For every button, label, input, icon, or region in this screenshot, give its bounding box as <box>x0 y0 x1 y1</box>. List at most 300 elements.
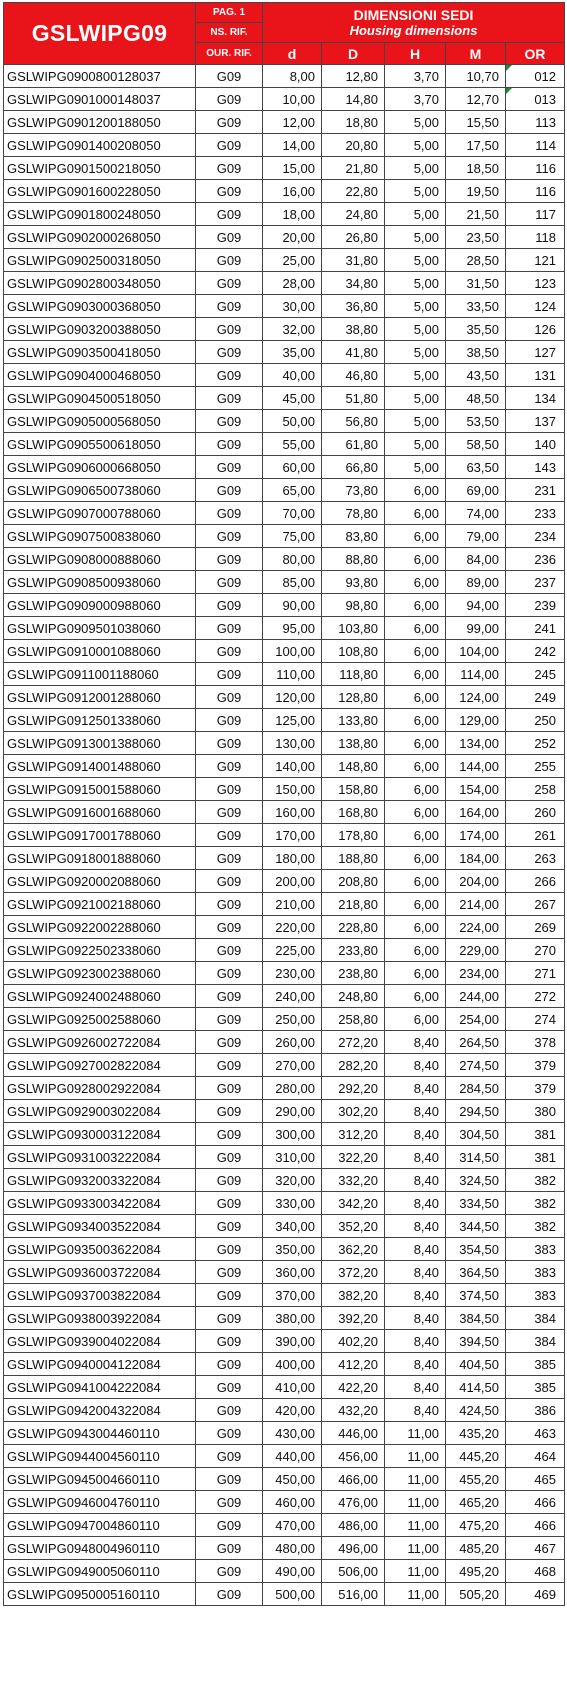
cell-H: 8,40 <box>385 1353 446 1376</box>
cell-H: 6,00 <box>385 548 446 571</box>
table-row <box>4 134 565 157</box>
cell-or: 127 <box>506 341 565 364</box>
cell-H: 5,00 <box>385 387 446 410</box>
table-row <box>4 456 565 479</box>
cell-D: 73,80 <box>322 479 385 502</box>
cell-or: 381 <box>506 1146 565 1169</box>
cell-H: 8,40 <box>385 1330 446 1353</box>
cell-d: 8,00 <box>263 65 322 88</box>
cell-code: GSLWIPG0912001288060 <box>4 686 196 709</box>
cell-D: 292,20 <box>322 1077 385 1100</box>
cell-H: 5,00 <box>385 180 446 203</box>
cell-ref: G09 <box>196 157 263 180</box>
cell-D: 158,80 <box>322 778 385 801</box>
cell-H: 8,40 <box>385 1307 446 1330</box>
cell-or: 140 <box>506 433 565 456</box>
cell-d: 35,00 <box>263 341 322 364</box>
cell-code: GSLWIPG0936003722084 <box>4 1261 196 1284</box>
cell-or: 116 <box>506 157 565 180</box>
cell-ref: G09 <box>196 88 263 111</box>
cell-D: 46,80 <box>322 364 385 387</box>
cell-M: 144,00 <box>446 755 506 778</box>
cell-ref: G09 <box>196 617 263 640</box>
cell-code: GSLWIPG0924002488060 <box>4 985 196 1008</box>
cell-d: 14,00 <box>263 134 322 157</box>
cell-or: 382 <box>506 1215 565 1238</box>
cell-or: 116 <box>506 180 565 203</box>
cell-H: 11,00 <box>385 1514 446 1537</box>
cell-M: 38,50 <box>446 341 506 364</box>
cell-or: 121 <box>506 249 565 272</box>
cell-M: 254,00 <box>446 1008 506 1031</box>
cell-or: 263 <box>506 847 565 870</box>
cell-D: 148,80 <box>322 755 385 778</box>
page-label: PAG. 1 <box>196 3 263 23</box>
cell-ref: G09 <box>196 318 263 341</box>
cell-code: GSLWIPG0931003222084 <box>4 1146 196 1169</box>
table-row <box>4 111 565 134</box>
cell-code: GSLWIPG0908000888060 <box>4 548 196 571</box>
cell-d: 85,00 <box>263 571 322 594</box>
cell-d: 65,00 <box>263 479 322 502</box>
cell-ref: G09 <box>196 387 263 410</box>
cell-or: 380 <box>506 1100 565 1123</box>
cell-d: 25,00 <box>263 249 322 272</box>
cell-H: 8,40 <box>385 1077 446 1100</box>
table-row <box>4 571 565 594</box>
cell-H: 8,40 <box>385 1215 446 1238</box>
table-row <box>4 272 565 295</box>
cell-or: 249 <box>506 686 565 709</box>
cell-or: 467 <box>506 1537 565 1560</box>
table-row <box>4 180 565 203</box>
table-row <box>4 295 565 318</box>
cell-code: GSLWIPG0937003822084 <box>4 1284 196 1307</box>
cell-code: GSLWIPG0923002388060 <box>4 962 196 985</box>
cell-D: 26,80 <box>322 226 385 249</box>
cell-code: GSLWIPG0910001088060 <box>4 640 196 663</box>
cell-ref: G09 <box>196 433 263 456</box>
cell-or: 231 <box>506 479 565 502</box>
cell-or: 465 <box>506 1468 565 1491</box>
cell-M: 334,50 <box>446 1192 506 1215</box>
table-row <box>4 1054 565 1077</box>
table-row <box>4 1238 565 1261</box>
table-row <box>4 1169 565 1192</box>
cell-d: 430,00 <box>263 1422 322 1445</box>
cell-d: 140,00 <box>263 755 322 778</box>
table-row <box>4 502 565 525</box>
cell-M: 394,50 <box>446 1330 506 1353</box>
cell-H: 8,40 <box>385 1238 446 1261</box>
cell-code: GSLWIPG0906000668050 <box>4 456 196 479</box>
cell-H: 6,00 <box>385 847 446 870</box>
cell-ref: G09 <box>196 1100 263 1123</box>
cell-or: 239 <box>506 594 565 617</box>
cell-M: 63,50 <box>446 456 506 479</box>
cell-code: GSLWIPG0915001588060 <box>4 778 196 801</box>
cell-code: GSLWIPG0903000368050 <box>4 295 196 318</box>
cell-ref: G09 <box>196 456 263 479</box>
cell-M: 17,50 <box>446 134 506 157</box>
cell-D: 218,80 <box>322 893 385 916</box>
cell-ref: G09 <box>196 1468 263 1491</box>
cell-M: 324,50 <box>446 1169 506 1192</box>
cell-or: 466 <box>506 1491 565 1514</box>
cell-d: 320,00 <box>263 1169 322 1192</box>
cell-M: 274,50 <box>446 1054 506 1077</box>
cell-D: 66,80 <box>322 456 385 479</box>
cell-ref: G09 <box>196 272 263 295</box>
cell-code: GSLWIPG0935003622084 <box>4 1238 196 1261</box>
cell-D: 78,80 <box>322 502 385 525</box>
cell-D: 14,80 <box>322 88 385 111</box>
cell-or: 381 <box>506 1123 565 1146</box>
cell-d: 16,00 <box>263 180 322 203</box>
table-row <box>4 916 565 939</box>
cell-M: 214,00 <box>446 893 506 916</box>
cell-code: GSLWIPG0906500738060 <box>4 479 196 502</box>
cell-M: 48,50 <box>446 387 506 410</box>
cell-code: GSLWIPG0932003322084 <box>4 1169 196 1192</box>
cell-D: 93,80 <box>322 571 385 594</box>
cell-code: GSLWIPG0903500418050 <box>4 341 196 364</box>
cell-H: 6,00 <box>385 617 446 640</box>
cell-M: 114,00 <box>446 663 506 686</box>
cell-code: GSLWIPG0920002088060 <box>4 870 196 893</box>
cell-H: 8,40 <box>385 1054 446 1077</box>
cell-D: 272,20 <box>322 1031 385 1054</box>
cell-D: 138,80 <box>322 732 385 755</box>
cell-D: 446,00 <box>322 1422 385 1445</box>
cell-M: 184,00 <box>446 847 506 870</box>
cell-M: 505,20 <box>446 1583 506 1606</box>
cell-code: GSLWIPG0901800248050 <box>4 203 196 226</box>
cell-or: 271 <box>506 962 565 985</box>
cell-d: 240,00 <box>263 985 322 1008</box>
cell-M: 154,00 <box>446 778 506 801</box>
cell-d: 490,00 <box>263 1560 322 1583</box>
cell-H: 6,00 <box>385 893 446 916</box>
cell-d: 90,00 <box>263 594 322 617</box>
cell-H: 8,40 <box>385 1399 446 1422</box>
cell-D: 392,20 <box>322 1307 385 1330</box>
table-row <box>4 1008 565 1031</box>
cell-D: 38,80 <box>322 318 385 341</box>
cell-d: 30,00 <box>263 295 322 318</box>
cell-M: 224,00 <box>446 916 506 939</box>
cell-d: 110,00 <box>263 663 322 686</box>
cell-ref: G09 <box>196 1583 263 1606</box>
brand-title: GSLWIPG09 <box>4 3 196 65</box>
cell-ref: G09 <box>196 1192 263 1215</box>
table-row <box>4 1261 565 1284</box>
cell-or: 379 <box>506 1054 565 1077</box>
cell-D: 486,00 <box>322 1514 385 1537</box>
cell-M: 204,00 <box>446 870 506 893</box>
cell-d: 45,00 <box>263 387 322 410</box>
cell-ref: G09 <box>196 916 263 939</box>
cell-or: 143 <box>506 456 565 479</box>
cell-M: 18,50 <box>446 157 506 180</box>
cell-d: 380,00 <box>263 1307 322 1330</box>
cell-ref: G09 <box>196 65 263 88</box>
cell-code: GSLWIPG0934003522084 <box>4 1215 196 1238</box>
cell-ref: G09 <box>196 203 263 226</box>
table-row <box>4 1284 565 1307</box>
cell-ref: G09 <box>196 732 263 755</box>
cell-H: 6,00 <box>385 594 446 617</box>
cell-or: 012 <box>506 65 565 88</box>
cell-or: 250 <box>506 709 565 732</box>
table-row <box>4 249 565 272</box>
cell-d: 160,00 <box>263 801 322 824</box>
cell-code: GSLWIPG0944004560110 <box>4 1445 196 1468</box>
cell-D: 382,20 <box>322 1284 385 1307</box>
cell-or: 245 <box>506 663 565 686</box>
cell-M: 374,50 <box>446 1284 506 1307</box>
cell-code: GSLWIPG0949005060110 <box>4 1560 196 1583</box>
cell-ref: G09 <box>196 1537 263 1560</box>
table-row <box>4 985 565 1008</box>
cell-M: 129,00 <box>446 709 506 732</box>
cell-D: 168,80 <box>322 801 385 824</box>
table-row <box>4 663 565 686</box>
cell-H: 5,00 <box>385 433 446 456</box>
cell-M: 104,00 <box>446 640 506 663</box>
cell-H: 11,00 <box>385 1583 446 1606</box>
cell-d: 150,00 <box>263 778 322 801</box>
cell-M: 174,00 <box>446 824 506 847</box>
cell-ref: G09 <box>196 778 263 801</box>
cell-d: 300,00 <box>263 1123 322 1146</box>
cell-M: 384,50 <box>446 1307 506 1330</box>
cell-ref: G09 <box>196 594 263 617</box>
cell-or: 469 <box>506 1583 565 1606</box>
table-row <box>4 318 565 341</box>
cell-or: 137 <box>506 410 565 433</box>
cell-or: 258 <box>506 778 565 801</box>
cell-d: 130,00 <box>263 732 322 755</box>
cell-d: 390,00 <box>263 1330 322 1353</box>
cell-D: 51,80 <box>322 387 385 410</box>
cell-M: 28,50 <box>446 249 506 272</box>
cell-code: GSLWIPG0901500218050 <box>4 157 196 180</box>
cell-H: 8,40 <box>385 1031 446 1054</box>
cell-code: GSLWIPG0945004660110 <box>4 1468 196 1491</box>
cell-H: 5,00 <box>385 318 446 341</box>
cell-code: GSLWIPG0946004760110 <box>4 1491 196 1514</box>
cell-D: 208,80 <box>322 870 385 893</box>
cell-code: GSLWIPG0930003122084 <box>4 1123 196 1146</box>
cell-H: 5,00 <box>385 364 446 387</box>
cell-d: 460,00 <box>263 1491 322 1514</box>
cell-M: 364,50 <box>446 1261 506 1284</box>
cell-code: GSLWIPG0914001488060 <box>4 755 196 778</box>
cell-D: 21,80 <box>322 157 385 180</box>
cell-D: 302,20 <box>322 1100 385 1123</box>
cell-code: GSLWIPG0922502338060 <box>4 939 196 962</box>
table-row <box>4 778 565 801</box>
table-row <box>4 387 565 410</box>
cell-M: 485,20 <box>446 1537 506 1560</box>
cell-H: 5,00 <box>385 226 446 249</box>
cell-H: 6,00 <box>385 525 446 548</box>
cell-ref: G09 <box>196 1169 263 1192</box>
cell-code: GSLWIPG0926002722084 <box>4 1031 196 1054</box>
cell-M: 465,20 <box>446 1491 506 1514</box>
cell-or: 261 <box>506 824 565 847</box>
cell-D: 456,00 <box>322 1445 385 1468</box>
cell-D: 238,80 <box>322 962 385 985</box>
cell-H: 6,00 <box>385 709 446 732</box>
cell-d: 200,00 <box>263 870 322 893</box>
table-row <box>4 1100 565 1123</box>
cell-ref: G09 <box>196 686 263 709</box>
cell-d: 100,00 <box>263 640 322 663</box>
cell-ref: G09 <box>196 1261 263 1284</box>
cell-M: 10,70 <box>446 65 506 88</box>
cell-M: 35,50 <box>446 318 506 341</box>
cell-or: 117 <box>506 203 565 226</box>
cell-H: 6,00 <box>385 939 446 962</box>
cell-ref: G09 <box>196 1054 263 1077</box>
table-row <box>4 640 565 663</box>
cell-D: 362,20 <box>322 1238 385 1261</box>
cell-H: 6,00 <box>385 732 446 755</box>
cell-or: 013 <box>506 88 565 111</box>
cell-H: 6,00 <box>385 962 446 985</box>
cell-code: GSLWIPG0922002288060 <box>4 916 196 939</box>
cell-ref: G09 <box>196 1491 263 1514</box>
cell-or: 242 <box>506 640 565 663</box>
cell-or: 378 <box>506 1031 565 1054</box>
cell-M: 12,70 <box>446 88 506 111</box>
cell-or: 267 <box>506 893 565 916</box>
cell-d: 120,00 <box>263 686 322 709</box>
cell-H: 5,00 <box>385 249 446 272</box>
cell-M: 229,00 <box>446 939 506 962</box>
cell-d: 290,00 <box>263 1100 322 1123</box>
cell-d: 500,00 <box>263 1583 322 1606</box>
cell-ref: G09 <box>196 1284 263 1307</box>
cell-H: 6,00 <box>385 916 446 939</box>
cell-H: 5,00 <box>385 272 446 295</box>
cell-d: 310,00 <box>263 1146 322 1169</box>
cell-M: 445,20 <box>446 1445 506 1468</box>
cell-or: 269 <box>506 916 565 939</box>
cell-M: 414,50 <box>446 1376 506 1399</box>
cell-d: 40,00 <box>263 364 322 387</box>
cell-code: GSLWIPG0907500838060 <box>4 525 196 548</box>
cell-D: 20,80 <box>322 134 385 157</box>
cell-or: 233 <box>506 502 565 525</box>
cell-M: 79,00 <box>446 525 506 548</box>
cell-D: 312,20 <box>322 1123 385 1146</box>
cell-or: 113 <box>506 111 565 134</box>
cell-D: 342,20 <box>322 1192 385 1215</box>
cell-or: 114 <box>506 134 565 157</box>
cell-D: 352,20 <box>322 1215 385 1238</box>
cell-H: 3,70 <box>385 65 446 88</box>
cell-D: 412,20 <box>322 1353 385 1376</box>
cell-code: GSLWIPG0942004322084 <box>4 1399 196 1422</box>
cell-d: 18,00 <box>263 203 322 226</box>
cell-H: 6,00 <box>385 1008 446 1031</box>
cell-d: 420,00 <box>263 1399 322 1422</box>
cell-or: 126 <box>506 318 565 341</box>
cell-d: 280,00 <box>263 1077 322 1100</box>
cell-H: 3,70 <box>385 88 446 111</box>
table-row <box>4 1353 565 1376</box>
cell-D: 228,80 <box>322 916 385 939</box>
table-row <box>4 157 565 180</box>
cell-d: 440,00 <box>263 1445 322 1468</box>
cell-or: 134 <box>506 387 565 410</box>
cell-d: 480,00 <box>263 1537 322 1560</box>
cell-ref: G09 <box>196 1031 263 1054</box>
cell-D: 496,00 <box>322 1537 385 1560</box>
cell-code: GSLWIPG0901200188050 <box>4 111 196 134</box>
cell-D: 422,20 <box>322 1376 385 1399</box>
cell-H: 6,00 <box>385 755 446 778</box>
table-row <box>4 1422 565 1445</box>
cell-or: 237 <box>506 571 565 594</box>
cell-ref: G09 <box>196 870 263 893</box>
cell-ref: G09 <box>196 1399 263 1422</box>
cell-ref: G09 <box>196 410 263 433</box>
cell-ref: G09 <box>196 1514 263 1537</box>
table-row <box>4 1307 565 1330</box>
cell-or: 384 <box>506 1330 565 1353</box>
cell-or: 383 <box>506 1238 565 1261</box>
cell-H: 11,00 <box>385 1491 446 1514</box>
cell-H: 6,00 <box>385 985 446 1008</box>
cell-ref: G09 <box>196 525 263 548</box>
col-header-OR: OR <box>506 43 565 65</box>
cell-or: 383 <box>506 1284 565 1307</box>
cell-or: 379 <box>506 1077 565 1100</box>
cell-H: 5,00 <box>385 157 446 180</box>
cell-code: GSLWIPG0907000788060 <box>4 502 196 525</box>
cell-ref: G09 <box>196 180 263 203</box>
cell-d: 125,00 <box>263 709 322 732</box>
cell-M: 424,50 <box>446 1399 506 1422</box>
cell-code: GSLWIPG0908500938060 <box>4 571 196 594</box>
cell-ref: G09 <box>196 548 263 571</box>
cell-d: 350,00 <box>263 1238 322 1261</box>
table-row <box>4 1330 565 1353</box>
cell-or: 386 <box>506 1399 565 1422</box>
cell-H: 6,00 <box>385 663 446 686</box>
cell-D: 118,80 <box>322 663 385 686</box>
cell-D: 466,00 <box>322 1468 385 1491</box>
cell-D: 34,80 <box>322 272 385 295</box>
cell-D: 61,80 <box>322 433 385 456</box>
cell-M: 284,50 <box>446 1077 506 1100</box>
cell-D: 372,20 <box>322 1261 385 1284</box>
cell-ref: G09 <box>196 824 263 847</box>
cell-ref: G09 <box>196 1008 263 1031</box>
cell-or: 272 <box>506 985 565 1008</box>
cell-or: 124 <box>506 295 565 318</box>
cell-code: GSLWIPG0940004122084 <box>4 1353 196 1376</box>
cell-D: 24,80 <box>322 203 385 226</box>
cell-D: 476,00 <box>322 1491 385 1514</box>
cell-ref: G09 <box>196 134 263 157</box>
cell-H: 8,40 <box>385 1146 446 1169</box>
table-row <box>4 824 565 847</box>
